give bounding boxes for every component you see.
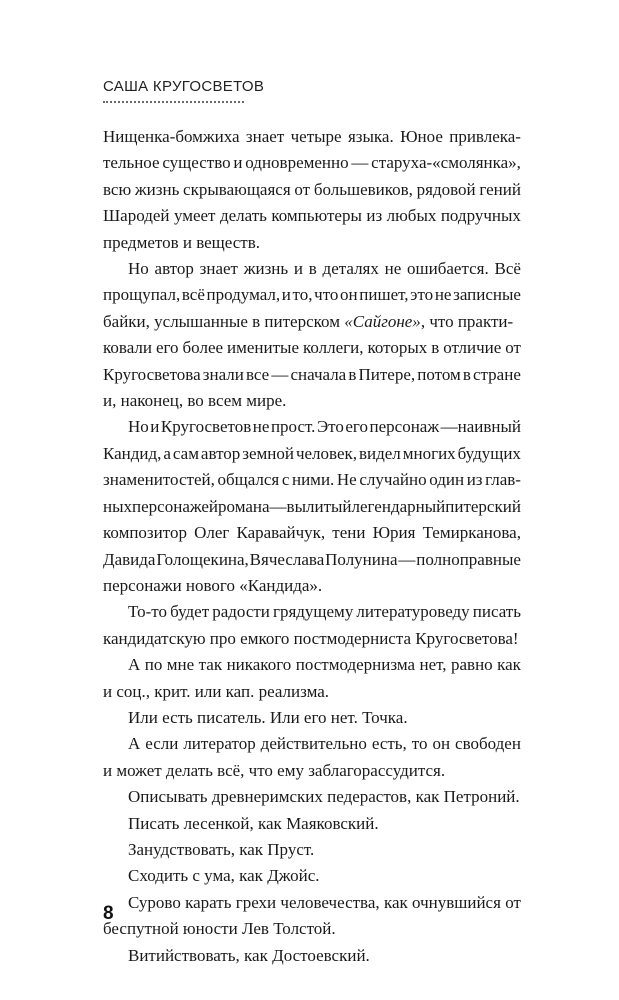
text-line: То-то будет радости грядущему литературоведу писать [128,602,521,622]
paragraph-7 [103,731,521,784]
text-line: А по мне так никакого постмодернизма нет, равно как [128,655,521,675]
text-line: Описывать древнеримских педерастов, как Петроний. [128,787,520,807]
text-line: всю жизнь скрывающаяся от большевиков, рядовой гений [103,179,521,199]
text-segment: , что практи- [420,311,514,331]
text-line: Витийствовать, как Достоевский. [128,945,370,965]
text-line: Нищенка-бомжиха знает четыре языка. Юное привлека- [103,127,521,146]
paragraph-6 [103,705,521,731]
text-line: ковали его более именитые коллеги, которых в отличие от [103,338,521,358]
paragraph-9 [103,811,521,837]
text-line: А если литератор действительно есть, то он свободен [128,734,521,754]
text-line: ных персонажей романа — вылитый легендарный питерский [103,496,521,516]
text-line: беспутной юности Лев Толстой. [103,919,336,939]
italic-title: «Сайгоне» [344,311,421,331]
paragraph-13 [103,943,521,969]
text-segment: байки, услышанные в питерском [103,311,345,331]
paragraph-10 [103,837,521,863]
text-line: и может делать всё, что ему заблагорассудится. [103,760,446,780]
text-line: тельное существо и одновременно — старуха-«смолянка», [103,153,521,173]
text-line: Сурово карать грехи человечества, как очнувшийся от [128,892,521,912]
paragraph-8 [103,784,521,810]
paragraph-5 [103,652,521,705]
text-line: и соц., крит. или кап. реализма. [103,681,330,701]
paragraph-3 [103,414,521,599]
text-line: Давида Голощекина, Вячеслава Полунина — полноправные [103,549,521,569]
body-text [103,124,521,969]
paragraph-11 [103,863,521,889]
page-number: 8 [103,903,114,924]
text-line: персонажи нового «Кандида». [103,575,323,595]
text-line: знаменитостей, общался с ними. Не случайно один из глав- [103,470,521,490]
text-line: предметов и веществ. [103,232,260,252]
text-line: Занудствовать, как Пруст. [128,839,315,859]
text-line: Но и Кругосветов не прост. Это его персонаж —наивный [128,417,521,437]
text-line: кандидатскую про емкого постмодерниста Кругосветова! [103,628,519,648]
paragraph-12 [103,890,521,943]
text-line: Сходить с ума, как Джойс. [128,866,320,886]
paragraph-2 [103,256,521,414]
text-line: Кругосветова знали все — сначала в Питере, потом в стране [103,364,521,384]
text-line: композитор Олег Каравайчук, тени Юрия Темирканова, [103,523,521,543]
text-line: Писать лесенкой, как Маяковский. [128,813,379,833]
text-line: и, наконец, во всем мире. [103,391,287,411]
running-head: САША КРУГОСВЕТОВ [103,78,265,95]
text-line: прощупал, всё продумал, и то, что он пишет, это не записные [103,285,521,305]
text-line: Или есть писатель. Или его нет. Точка. [128,707,408,727]
text-line: Шародей умеет делать компьютеры из любых подручных [103,206,521,226]
text-line-with-italic [103,309,521,335]
running-head-rule [103,101,244,103]
paragraph-1 [103,124,521,256]
text-line: Но автор знает жизнь и в деталях не ошибается. Всё [128,259,521,279]
paragraph-4 [103,599,521,652]
text-line: Кандид, а сам автор земной человек, видел многих будущих [103,443,521,463]
